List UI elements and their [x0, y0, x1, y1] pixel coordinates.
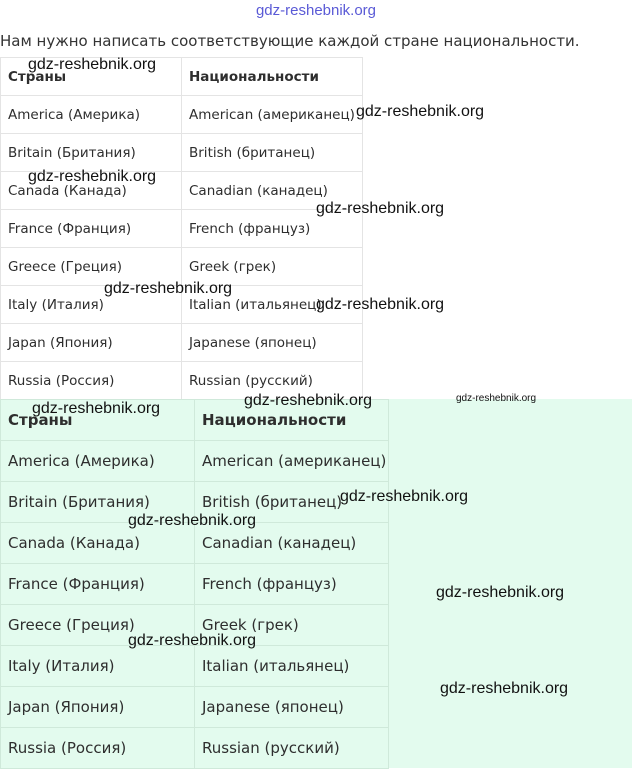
- country-cell: Japan (Япония): [1, 324, 182, 362]
- table-row: [1, 687, 389, 728]
- watermark-text: gdz-reshebnik.org: [28, 168, 157, 185]
- nationality-cell: British (британец): [195, 482, 389, 523]
- watermark-text: gdz-reshebnik.org: [104, 280, 233, 297]
- country-cell: Britain (Британия): [1, 134, 182, 172]
- country-cell: Russia (Россия): [1, 362, 182, 400]
- table-row: [1, 324, 363, 362]
- header-nationalities: Национальности: [182, 58, 363, 96]
- nationality-cell: Italian (итальянец): [195, 646, 389, 687]
- watermark-text: gdz-reshebnik.org: [456, 393, 537, 404]
- table-row: [1, 564, 389, 605]
- country-cell: America (Америка): [1, 96, 182, 134]
- country-cell: France (Франция): [1, 210, 182, 248]
- table-row: [1, 728, 389, 769]
- nationality-cell: Russian (русский): [182, 362, 363, 400]
- country-cell: Greece (Греция): [1, 248, 182, 286]
- nationality-table-original: [0, 57, 363, 400]
- watermark-text: gdz-reshebnik.org: [128, 512, 257, 529]
- nationality-cell: Canadian (канадец): [195, 523, 389, 564]
- task-instruction: Нам нужно написать соответствующие каждой стране национальности.: [0, 32, 580, 50]
- nationality-table-answer: [0, 399, 389, 769]
- country-cell: Russia (Россия): [1, 728, 195, 769]
- nationality-cell: French (француз): [195, 564, 389, 605]
- watermark-text: gdz-reshebnik.org: [436, 584, 565, 601]
- table-row: [1, 96, 363, 134]
- country-cell: Italy (Италия): [1, 286, 182, 324]
- nationality-cell: American (американец): [182, 96, 363, 134]
- site-watermark-header[interactable]: gdz-reshebnik.org: [255, 2, 377, 19]
- watermark-text: gdz-reshebnik.org: [316, 200, 445, 217]
- watermark-text: gdz-reshebnik.org: [316, 296, 445, 313]
- nationality-cell: Greek (грек): [195, 605, 389, 646]
- nationality-cell: Greek (грек): [182, 248, 363, 286]
- watermark-text: gdz-reshebnik.org: [32, 400, 161, 417]
- watermark-text: gdz-reshebnik.org: [28, 56, 157, 73]
- country-cell: Greece (Греция): [1, 605, 195, 646]
- nationality-cell: Canadian (канадец): [182, 172, 363, 210]
- table-row: [1, 134, 363, 172]
- nationality-cell: Italian (итальянец): [182, 286, 363, 324]
- country-cell: Britain (Британия): [1, 482, 195, 523]
- country-cell: Japan (Япония): [1, 687, 195, 728]
- watermark-text: gdz-reshebnik.org: [440, 680, 569, 697]
- nationality-cell: Japanese (японец): [195, 687, 389, 728]
- watermark-text: gdz-reshebnik.org: [244, 392, 373, 409]
- header-countries: Страны: [1, 58, 182, 96]
- header-countries: Страны: [1, 400, 195, 441]
- watermark-text: gdz-reshebnik.org: [128, 632, 257, 649]
- watermark-text: gdz-reshebnik.org: [356, 103, 485, 120]
- nationality-cell: American (американец): [195, 441, 389, 482]
- watermark-text: gdz-reshebnik.org: [340, 488, 469, 505]
- nationality-cell: Russian (русский): [195, 728, 389, 769]
- nationality-cell: Japanese (японец): [182, 324, 363, 362]
- header-nationalities: Национальности: [195, 400, 389, 441]
- nationality-cell: French (француз): [182, 210, 363, 248]
- table-row: [1, 210, 363, 248]
- nationality-cell: British (британец): [182, 134, 363, 172]
- table-row: [1, 441, 389, 482]
- table-row: [1, 646, 389, 687]
- country-cell: Canada (Канада): [1, 523, 195, 564]
- country-cell: Canada (Канада): [1, 172, 182, 210]
- country-cell: France (Франция): [1, 564, 195, 605]
- country-cell: America (Америка): [1, 441, 195, 482]
- country-cell: Italy (Италия): [1, 646, 195, 687]
